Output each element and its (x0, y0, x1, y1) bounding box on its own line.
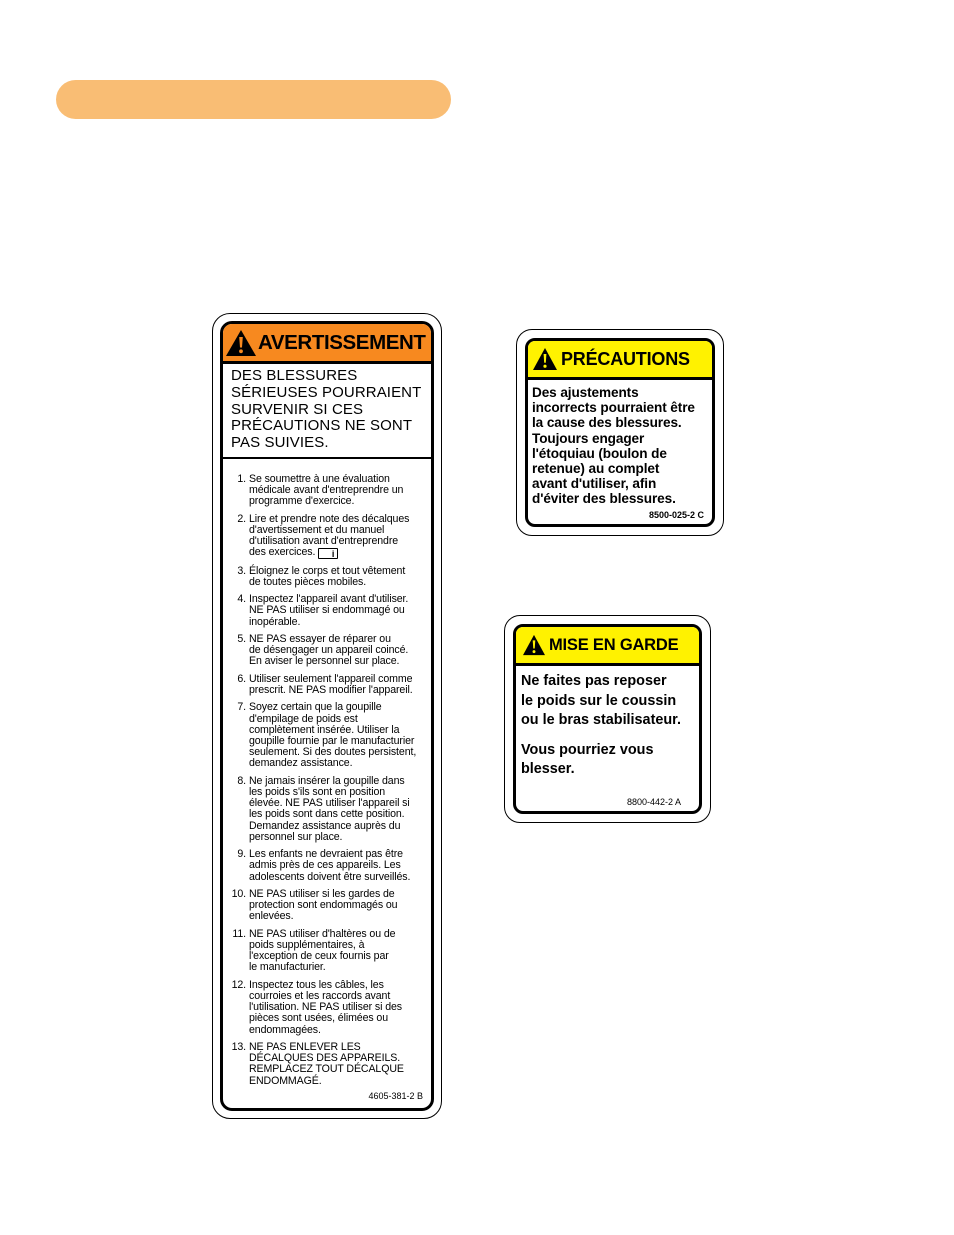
list-item (229, 594, 431, 628)
list-item-text: NE PAS essayer de réparer ou de désengager un appareil coincé. En aviser le personnel sur place. (249, 632, 409, 668)
list-item-text: Éloignez le corps et tout vêtement de toutes pièces mobiles. (249, 564, 406, 588)
warning-decal-title: AVERTISSEMENT (258, 330, 426, 354)
warning-decal-header (223, 324, 431, 364)
list-item (229, 514, 431, 560)
list-item-text: Se soumettre à une évaluation médicale avant d'entreprendre un programme d'exercice. (249, 472, 404, 508)
list-item (229, 980, 431, 1036)
list-item-number: 7. (237, 701, 246, 714)
list-item (229, 929, 431, 974)
list-item (229, 776, 431, 843)
mise-en-garde-decal-frame (513, 624, 702, 814)
list-item-text: NE PAS utiliser si les gardes de protection sont endommagés ou enlevées. (249, 887, 398, 923)
list-item-text: Inspectez tous les câbles, les courroies et les raccords avant l'utilisation. NE PAS utiliser si des pièces sont usées, élimées ou endommagées. (249, 978, 402, 1036)
list-item-text: Les enfants ne devraient pas être admis près de ces appareils. Les adolescents doivent être surveillés. (249, 848, 411, 883)
warning-list (223, 459, 431, 1087)
caution-decal-frame (525, 338, 715, 527)
mise-en-garde-decal (504, 615, 711, 823)
list-item-number: 3. (237, 564, 246, 577)
decal-part-code: 4605-381-2 B (368, 1091, 423, 1101)
list-item (229, 674, 431, 696)
list-item (229, 566, 431, 588)
warning-decal-lead: DES BLESSURES SÉRIEUSES POURRAIENT SURVENIR SI CES PRÉCAUTIONS NE SONT PAS SUIVIES. (223, 364, 431, 459)
list-item-number: 1. (237, 472, 246, 485)
list-item-number: 5. (237, 632, 246, 645)
list-item-number: 10. (231, 887, 246, 900)
list-item (229, 889, 431, 923)
list-item-text (249, 514, 431, 560)
list-item-text: Soyez certain que la goupille d'empilage de poids est complètement insérée. Utiliser la goupille fournie par le manufacturier seulement. Si des doutes persistent, demandez assistance. (249, 701, 417, 770)
decal-part-code: 8800-442-2 A (626, 797, 681, 807)
list-item-number: 13. (231, 1040, 246, 1053)
caution-decal (516, 329, 724, 536)
list-item-text: NE PAS ENLEVER LES DÉCALQUES DES APPAREILS. REMPLACEZ TOUT DÉCALQUE ENDOMMAGÉ. (249, 1040, 404, 1087)
list-item-text: NE PAS utiliser d'haltères ou de poids supplémentaires, à l'exception de ceux fournis par le manufacturier. (249, 927, 396, 974)
warning-decal (212, 313, 442, 1119)
mise-en-garde-decal-body: Ne faites pas reposer le poids sur le coussin ou le bras stabilisateur. (521, 673, 681, 728)
caution-decal-body: Des ajustements incorrects pourraient être la cause des blessures. Toujours engager l'étoquiau (boulon de retenue) au complet avant d'utiliser, afin d'éviter des blessures. (532, 385, 695, 507)
list-item (229, 474, 431, 508)
warning-decal-frame (220, 321, 434, 1111)
list-item-number: 6. (237, 672, 246, 685)
list-item-number: 2. (237, 512, 246, 525)
section-header-bar (56, 80, 451, 119)
caution-decal-title: PRÉCAUTIONS (561, 348, 690, 369)
mise-en-garde-decal-note: Vous pourriez vous blesser. (521, 741, 654, 777)
list-item (229, 849, 431, 883)
list-item-number: 12. (231, 978, 246, 991)
list-item-number: 11. (232, 927, 246, 940)
decal-part-code: 8500-025-2 C (648, 510, 704, 520)
warning-triangle-icon (225, 329, 257, 357)
mise-en-garde-decal-header (516, 627, 699, 666)
warning-triangle-icon (532, 347, 558, 371)
warning-triangle-icon (522, 634, 546, 656)
list-item (229, 1042, 431, 1087)
list-item-text: Inspectez l'appareil avant d'utiliser. NE PAS utiliser si endommagé ou inopérable. (249, 593, 409, 628)
list-item (229, 702, 431, 769)
list-item-number: 9. (237, 848, 246, 861)
manual-info-icon: i (318, 548, 338, 559)
list-item-text: Ne jamais insérer la goupille dans les poids s'ils sont en position élevée. NE PAS utiliser l'appareil si les poids sont dans cette position. Demandez assistance auprès du personnel sur place. (249, 774, 410, 843)
list-item-text: Utiliser seulement l'appareil comme prescrit. NE PAS modifier l'appareil. (249, 672, 413, 696)
list-item-number: 8. (237, 774, 246, 787)
caution-decal-header (528, 341, 712, 380)
mise-en-garde-decal-title: MISE EN GARDE (549, 635, 679, 654)
list-item-text-body: Lire et prendre note des décalques d'avertissement et du manuel d'utilisation avant d'entreprendre des exercices. (249, 512, 410, 559)
list-item (229, 634, 431, 668)
list-item-number: 4. (237, 593, 246, 606)
